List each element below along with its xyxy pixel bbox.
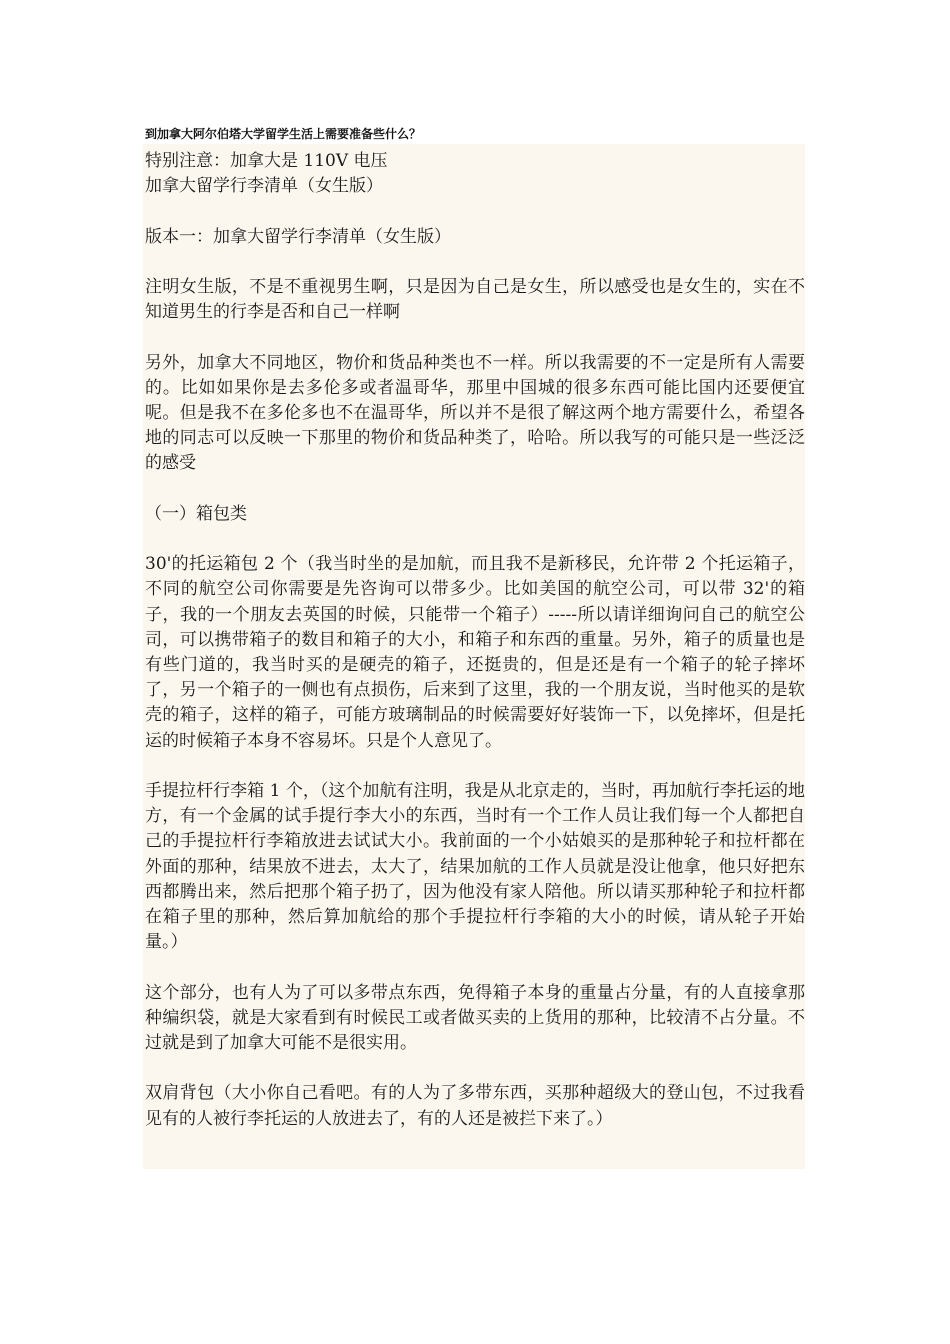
paragraph-woven-bags: 这个部分，也有人为了可以多带点东西，免得箱子本身的重量占分量，有的人直接拿那种编织袋，就是大家看到有时候民工或者做买卖的上货用的那种，比较清不占分量。不过就是到了加拿大可能不是很实用。 [145, 982, 805, 1053]
voltage-note: 特别注意：加拿大是 110V 电压 [145, 151, 388, 171]
paragraph-checked-luggage: 30'的托运箱包 2 个（我当时坐的是加航，而且我不是新移民，允许带 2 个托运箱子，不同的航空公司你需要是先咨询可以带多少。比如美国的航空公司，可以带 32'的箱子，我的一个朋友去英国的时候，只能带一个箱子）-----所以请详细询问自己的航空公司，可以携带箱子的数目和箱子的大小，和箱子和东西的重量。另外，箱子的质量也是有些门道的，我当时买的是硬壳的箱子，还挺贵的，但是还是有一个箱子的轮子摔坏了，另一个箱子的一侧也有点损伤，后来到了这里，我的一个朋友说，当时他买的是软壳的箱子，这样的箱子，可能方玻璃制品的时候需要好好装饰一下，以免摔坏，但是托运的时候箱子本身不容易坏。只是个人意见了。 [145, 554, 805, 751]
paragraph-note-girls: 注明女生版，不是不重视男生啊，只是因为自己是女生，所以感受也是女生的，实在不知道男生的行李是否和自己一样啊 [145, 276, 805, 323]
document-body [145, 149, 805, 1132]
paragraph-regional-differences: 另外，加拿大不同地区，物价和货品种类也不一样。所以我需要的不一定是所有人需要的。比如如果你是去多伦多或者温哥华，那里中国城的很多东西可能比国内还要便宜呢。但是我不在多伦多也不在温哥华，所以并不是很了解这两个地方需要什么，希望各地的同志可以反映一下那里的物价和货品种类了，哈哈。所以我写的可能只是一些泛泛的感受 [145, 352, 805, 474]
list-title: 加拿大留学行李清单（女生版） [145, 176, 383, 197]
paragraph-carry-on-luggage: 手提拉杆行李箱 1 个，（这个加航有注明，我是从北京走的，当时，再加航行李托运的地方，有一个金属的试手提行李大小的东西，当时有一个工作人员让我们每一个人都把自己的手提拉杆行李箱放进去试试大小。我前面的一个小姑娘买的是那种轮子和拉杆都在外面的那种，结果放不进去，太大了，结果加航的工作人员就是没让他拿，他只好把东西都腾出来，然后把那个箱子扔了，因为他没有家人陪他。所以请买那种轮子和拉杆都在箱子里的那种，然后算加航给的那个手提拉杆行李箱的大小的时候，请从轮子开始量。） [145, 780, 805, 953]
paragraph-backpack: 双肩背包（大小你自己看吧。有的人为了多带东西，买那种超级大的登山包，不过我看见有的人被行李托运的人放进去了，有的人还是被拦下来了。） [145, 1083, 805, 1129]
page-title: 到加拿大阿尔伯塔大学留学生活上需要准备些什么？ [145, 127, 422, 141]
version-heading: 版本一：加拿大留学行李清单（女生版） [145, 226, 451, 247]
section-heading-luggage: （一）箱包类 [145, 503, 247, 524]
